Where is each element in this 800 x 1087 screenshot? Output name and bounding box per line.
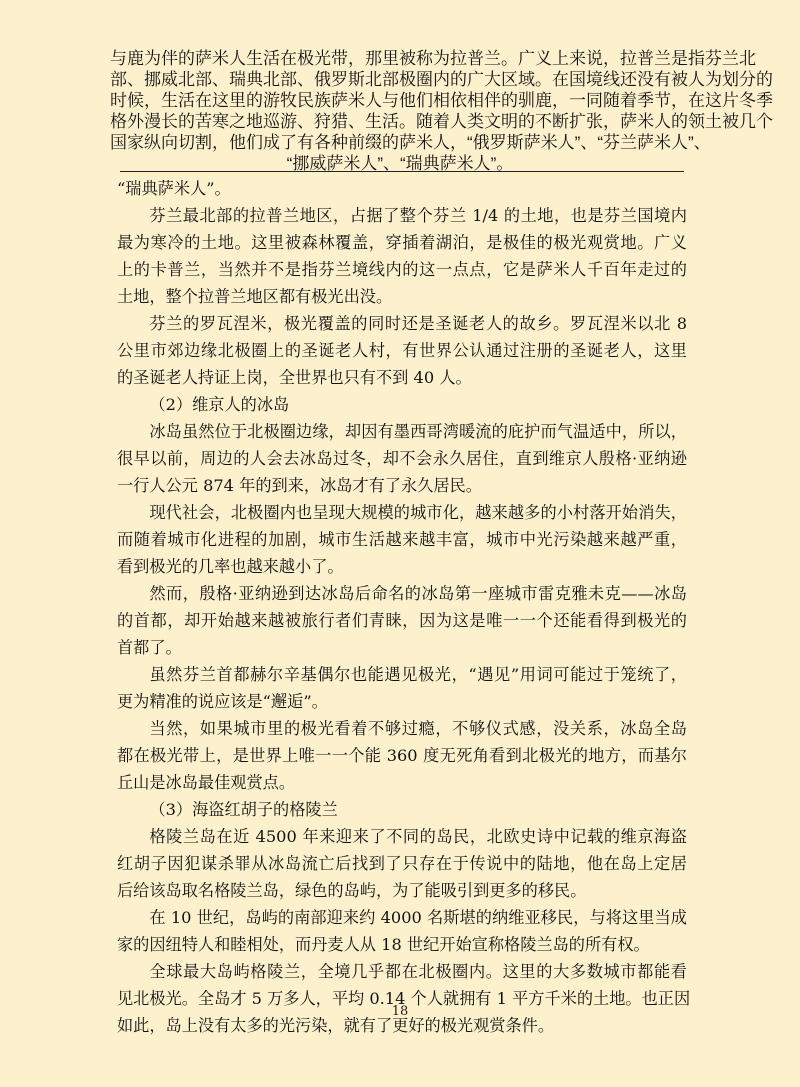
body-text (117, 175, 691, 1039)
body-line: 土地，整个拉普兰地区都有极光出没。 (117, 287, 393, 306)
caption-line: 国家纵向切割，他们成了有各种前缀的萨米人，“俄罗斯萨米人”、“芬兰萨米人”、 (110, 133, 711, 152)
body-line: 然而，殷格·亚纳逊到达冰岛后命名的冰岛第一座城市雷克雅未克——冰岛 (149, 584, 687, 603)
body-line: 很早以前，周边的人会去冰岛过冬，却不会永久居住，直到维京人殷格·亚纳逊 (117, 449, 687, 468)
body-line: 虽然芬兰首都赫尔辛基偶尔也能遇见极光，“遇见”用词可能过于笼统了， (149, 665, 687, 684)
body-line: “瑞典萨米人”。 (117, 179, 231, 198)
body-line: 现代社会，北极圈内也呈现大规模的城市化，越来越多的小村落开始消失， (149, 503, 687, 522)
image-caption (110, 48, 773, 174)
body-line: 而随着城市化进程的加剧，城市生活越来越丰富，城市中光污染越来越严重， (117, 530, 687, 549)
body-line: 更为精准的说应该是“邂逅”。 (117, 692, 328, 711)
body-line: 丘山是冰岛最佳观赏点。 (117, 773, 296, 792)
caption-divider (120, 171, 684, 172)
caption-line: “挪威萨米人”、“瑞典萨米人”。 (286, 154, 514, 173)
body-line: 家的因纽特人和睦相处，而丹麦人从 18 世纪开始宣称格陵兰岛的所有权。 (117, 935, 650, 954)
body-line: 一行人公元 874 年的到来，冰岛才有了永久居民。 (117, 476, 482, 495)
body-line: （3）海盗红胡子的格陵兰 (149, 800, 338, 819)
body-line: 的首都，却开始越来越被旅行者们青睐，因为这是唯一一个还能看得到极光的 (117, 611, 687, 630)
body-line: 冰岛虽然位于北极圈边缘，却因有墨西哥湾暖流的庇护而气温适中，所以， (149, 422, 687, 441)
body-line: 上的卡普兰，当然并不是指芬兰境线内的这一点点，它是萨米人千百年走过的 (117, 260, 687, 279)
body-line: 见北极光。全岛才 5 万多人，平均 0.14 个人就拥有 1 平方千米的土地。也正因 (117, 989, 691, 1008)
body-line: 后给该岛取名格陵兰岛，绿色的岛屿，为了能吸引到更多的移民。 (117, 881, 587, 900)
caption-line: 格外漫长的苦寒之地巡游、狩猎、生活。随着人类文明的不断扩张，萨米人的领土被几个 (110, 112, 773, 131)
body-line: 的圣诞老人持证上岗，全世界也只有不到 40 人。 (117, 368, 472, 387)
body-line: 在 10 世纪，岛屿的南部迎来约 4000 名斯堪的纳维亚移民，与将这里当成 (149, 908, 687, 927)
body-line: 首都了。 (117, 638, 182, 657)
body-line: 格陵兰岛在近 4500 年来迎来了不同的岛民，北欧史诗中记载的维京海盗 (149, 827, 687, 846)
body-line: 芬兰的罗瓦涅米，极光覆盖的同时还是圣诞老人的故乡。罗瓦涅米以北 8 (149, 314, 687, 333)
body-line: 公里市郊边缘北极圈上的圣诞老人村，有世界公认通过注册的圣诞老人，这里 (117, 341, 687, 360)
body-line: 红胡子因犯谋杀罪从冰岛流亡后找到了只存在于传说中的陆地，他在岛上定居 (117, 854, 687, 873)
body-line: 当然，如果城市里的极光看着不够过瘾，不够仪式感，没关系，冰岛全岛 (149, 719, 687, 738)
body-line: 最为寒冷的土地。这里被森林覆盖，穿插着湖泊，是极佳的极光观赏地。广义 (117, 233, 687, 252)
caption-line: 时候，生活在这里的游牧民族萨米人与他们相依相伴的驯鹿，一同随着季节，在这片冬季 (110, 91, 773, 110)
body-line: 看到极光的几率也越来越小了。 (117, 557, 344, 576)
body-line: （2）维京人的冰岛 (149, 395, 290, 414)
caption-line: 与鹿为伴的萨米人生活在极光带，那里被称为拉普兰。广义上来说，拉普兰是指芬兰北 (110, 49, 756, 68)
body-line: 都在极光带上，是世界上唯一一个能 360 度无死角看到北极光的地方，而基尔 (117, 746, 687, 765)
page-number: 18 (391, 1004, 409, 1019)
body-line: 芬兰最北部的拉普兰地区，占据了整个芬兰 1/4 的土地，也是芬兰国境内 (149, 206, 687, 225)
caption-line: 部、挪威北部、瑞典北部、俄罗斯北部极圈内的广大区域。在国境线还没有被人为划分的 (110, 70, 773, 89)
body-line: 如此，岛上没有太多的光污染，就有了更好的极光观赏条件。 (117, 1016, 555, 1035)
body-line: 全球最大岛屿格陵兰，全境几乎都在北极圈内。这里的大多数城市都能看 (149, 962, 687, 981)
